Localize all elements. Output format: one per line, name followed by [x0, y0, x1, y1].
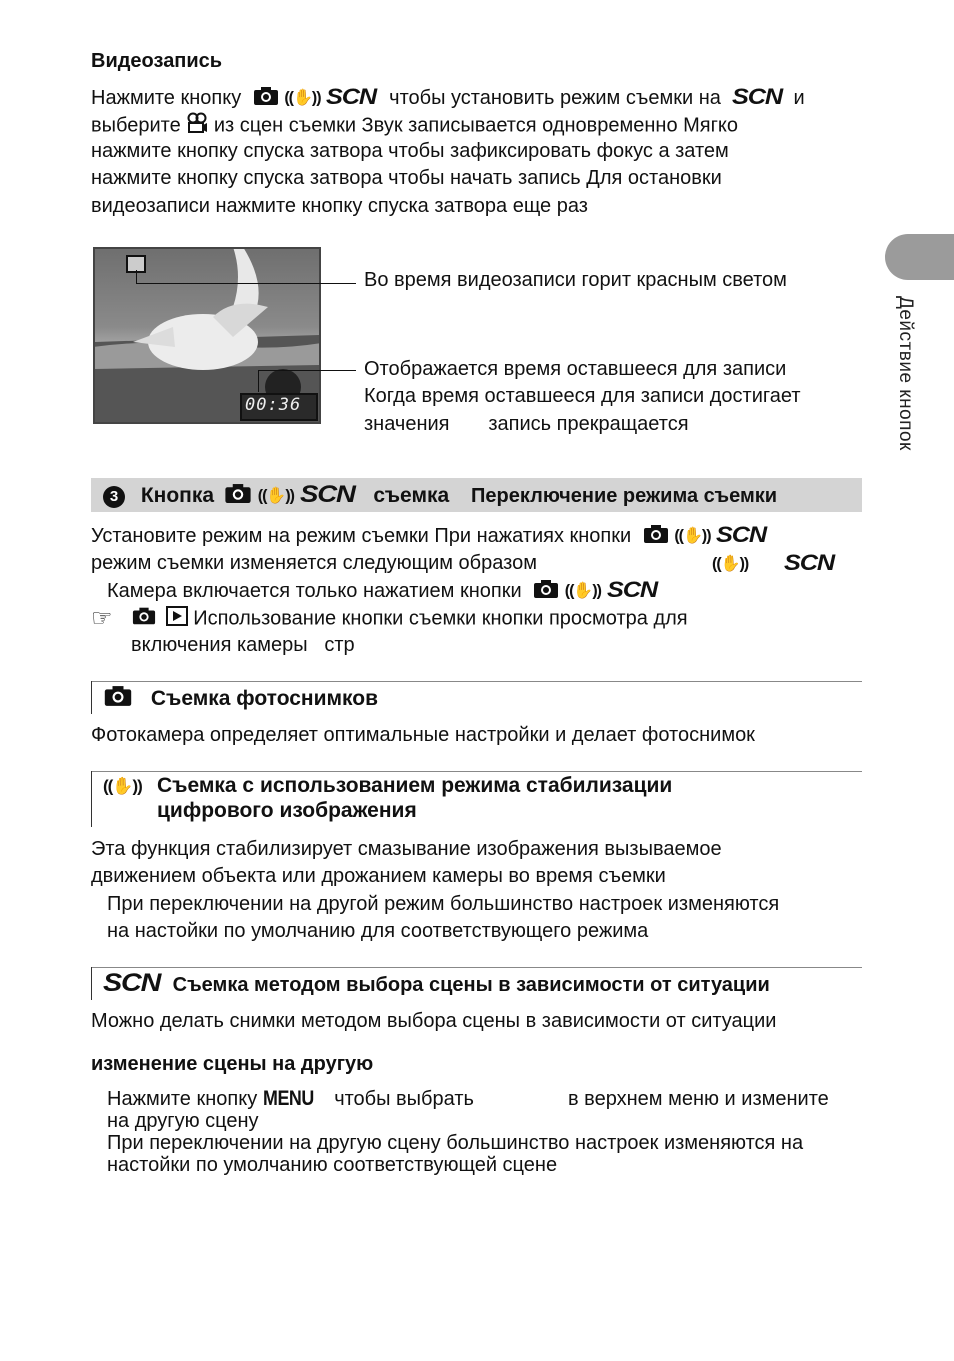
subhead-vrule: [91, 771, 92, 827]
stab-mode-body-2: движением объекта или дрожанием камеры во время съемки: [91, 865, 666, 887]
section-3-line-2: режим съемки изменяется следующим образом: [91, 552, 537, 574]
video-para-line-4: нажмите кнопку спуска затвора чтобы начать запись Для остановки: [91, 167, 722, 189]
section-number-badge: 3: [103, 486, 125, 508]
scn-step-line-2: на другую сцену: [107, 1110, 259, 1132]
stabilizer-hand-icon: ((✋)): [712, 555, 749, 573]
photo-mode-heading: [103, 685, 378, 713]
lcd-time-readout: 00:36: [245, 395, 302, 415]
scn-step-line-3: При переключении на другую сцену большинство настроек изменяются на: [107, 1132, 804, 1154]
stabilizer-hand-icon: ((✋)): [257, 487, 294, 505]
section-3-line-4: [91, 606, 688, 632]
section-3-title-post: Переключение режима съемки: [471, 485, 778, 508]
scn-icon: SCN: [606, 577, 657, 602]
photo-mode-title: Съемка фотоснимков: [150, 686, 379, 710]
camera-icon: [132, 606, 156, 632]
scn-icon: SCN: [299, 481, 355, 509]
section-3-title-mid: съемка: [373, 484, 450, 508]
menu-button-label: MENU: [262, 1087, 314, 1110]
callout-rec-light: Во время видеозаписи горит красным светом: [364, 269, 787, 291]
playback-icon: [166, 606, 188, 632]
scn-mode-body: Можно делать снимки методом выбора сцены в зависимости от ситуации: [91, 1010, 777, 1032]
stabilizer-hand-icon: ((✋)): [103, 776, 142, 796]
video-para-1-pre: Нажмите кнопку: [91, 87, 242, 109]
callout-time-line-2: Когда время оставшееся для записи достигает: [364, 385, 801, 407]
side-tab-label: Действие кнопок: [895, 296, 916, 451]
video-para-line-5: видеозаписи нажмите кнопку спуска затвора еще раз: [91, 195, 588, 217]
subhead-rule: [91, 967, 862, 968]
camera-icon: [253, 86, 279, 112]
camera-icon: [224, 483, 252, 510]
section-3-line-3: [107, 577, 657, 605]
camera-icon: [643, 524, 669, 550]
section-3-line-2-icons: [712, 550, 834, 577]
video-para-line-1: [91, 85, 805, 112]
scn-mode-heading: [103, 971, 770, 997]
stab-mode-body-3: При переключении на другой режим большинство настроек изменяются: [107, 893, 780, 915]
stabilizer-hand-icon: ((✋)): [284, 89, 321, 107]
stab-mode-body-4: на настойки по умолчанию для соответствующего режима: [107, 920, 649, 942]
section-3-line-5: включения камеры стр: [131, 634, 355, 656]
scn-step-1-post: в верхнем меню и измените: [568, 1088, 829, 1110]
section-3-line-4-text: Использование кнопки съемки кнопки просмотра для: [193, 607, 688, 630]
photo-mode-body: Фотокамера определяет оптимальные настройки и делает фотоснимок: [91, 724, 755, 746]
side-tab-marker: [885, 234, 954, 280]
callout-line-1: [136, 270, 137, 283]
scn-step-1-mid: чтобы выбрать: [334, 1088, 474, 1110]
video-para-2-pre: выберите: [91, 114, 181, 137]
scn-step-line-1: [107, 1087, 474, 1111]
callout-time-line-3: значения запись прекращается: [364, 413, 689, 435]
video-heading: Видеозапись: [91, 50, 223, 72]
stab-mode-title-2: цифрового изображения: [157, 799, 417, 822]
subhead-rule: [91, 681, 862, 682]
section-3-heading: [103, 483, 777, 510]
video-para-2-post: из сцен съемки Звук записывается одновременно Мягко: [213, 114, 739, 137]
scn-change-subheading: изменение сцены на другую: [91, 1053, 374, 1075]
video-para-line-2: [91, 112, 738, 140]
callout-line-2: [258, 370, 259, 392]
scn-mode-title: Съемка методом выбора сцены в зависимости от ситуации: [172, 974, 770, 996]
scn-step-line-4: настойки по умолчанию соответствующей сцене: [107, 1154, 558, 1176]
stab-mode-body-1: Эта функция стабилизирует смазывание изображения вызываемое: [91, 838, 722, 860]
camera-icon: [533, 579, 559, 605]
pointing-hand-icon: ☞: [91, 605, 113, 632]
video-para-1-post: чтобы установить режим съемки на: [389, 87, 721, 109]
scn-icon: SCN: [103, 969, 161, 997]
scn-icon: SCN: [716, 522, 767, 547]
section-3-title-pre: Кнопка: [140, 484, 215, 508]
movie-camera-icon: [186, 112, 208, 140]
stab-mode-heading: [103, 774, 142, 798]
stabilizer-hand-icon: ((✋)): [564, 582, 601, 600]
camera-icon: [103, 685, 133, 713]
section-3-line-3-text: Камера включается только нажатием кнопки: [107, 580, 522, 602]
scn-icon: SCN: [783, 550, 834, 575]
subhead-vrule: [91, 681, 92, 714]
scn-icon: SCN: [732, 84, 783, 109]
callout-time-line-1: Отображается время оставшееся для записи: [364, 358, 787, 380]
scn-step-1-pre: Нажмите кнопку: [107, 1088, 258, 1110]
callout-line-2h: [258, 370, 356, 371]
section-3-line-1: [91, 522, 767, 550]
subhead-rule: [91, 771, 862, 772]
scn-icon: SCN: [326, 84, 377, 109]
video-para-1-tail: и: [793, 87, 805, 109]
callout-line-1h: [136, 283, 356, 284]
subhead-vrule: [91, 967, 92, 1000]
section-3-line-1-text: Установите режим на режим съемки При нажатиях кнопки: [91, 525, 632, 547]
video-para-line-3: нажмите кнопку спуска затвора чтобы зафиксировать фокус а затем: [91, 140, 729, 162]
stabilizer-hand-icon: ((✋)): [674, 527, 711, 545]
lcd-screen-image: [93, 247, 321, 424]
stab-mode-title-1: Съемка с использованием режима стабилизации: [157, 774, 673, 797]
